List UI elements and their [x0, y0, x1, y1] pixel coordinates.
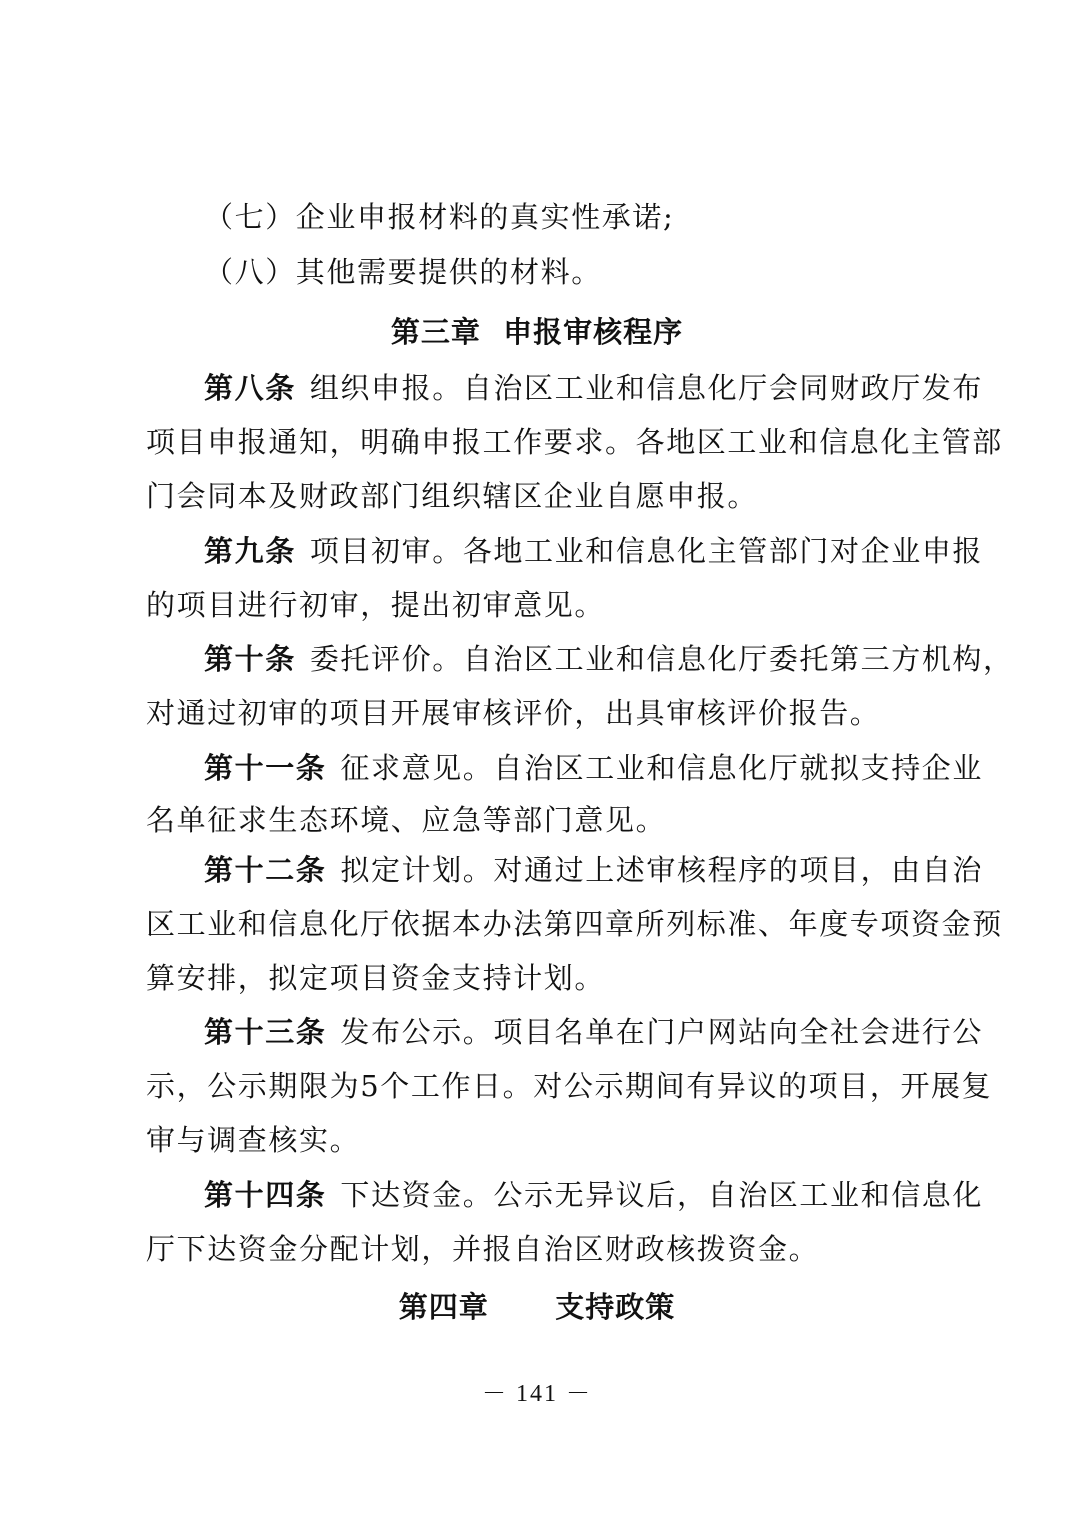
article-8-text-1: 组织申报。自治区工业和信息化厅会同财政厅发布 [309, 371, 984, 405]
article-10-text-1: 委托评价。自治区工业和信息化厅委托第三方机构， [309, 642, 1014, 676]
page-number: － 141 － [482, 1381, 592, 1407]
article-8-title: 第八条 [204, 371, 296, 405]
article-11-title: 第十一条 [204, 751, 327, 785]
article-14-line-2: 厅下达资金分配计划，并报自治区财政核拨资金。 [146, 1232, 820, 1266]
article-9-text-1: 项目初审。各地工业和信息化主管部门对企业申报 [309, 534, 984, 568]
article-8-line-2: 项目申报通知，明确申报工作要求。各地区工业和信息化主管部 [146, 425, 1003, 459]
article-11-line-1 [204, 748, 984, 788]
article-9-title: 第九条 [204, 534, 296, 568]
article-10-title: 第十条 [204, 642, 296, 676]
article-14-line-1 [204, 1175, 984, 1215]
article-9-line-2: 的项目进行初审，提出初审意见。 [146, 588, 606, 622]
article-14-text-1: 下达资金。公示无异议后，自治区工业和信息化 [340, 1178, 984, 1212]
article-12-line-1 [204, 850, 984, 890]
article-10-line-2: 对通过初审的项目开展审核评价，出具审核评价报告。 [146, 696, 881, 730]
article-8-line-1 [204, 368, 984, 408]
article-13-line-3: 审与调查核实。 [146, 1123, 361, 1157]
article-8-line-3: 门会同本及财政部门组织辖区企业自愿申报。 [146, 479, 759, 513]
chapter-4-heading: 第四章 支持政策 [398, 1290, 676, 1324]
article-12-text-1: 拟定计划。对通过上述审核程序的项目，由自治 [340, 853, 984, 887]
chapter-3-heading: 第三章 申报审核程序 [390, 315, 684, 349]
article-14-title: 第十四条 [204, 1178, 327, 1212]
article-12-title: 第十二条 [204, 853, 327, 887]
article-11-text-1: 征求意见。自治区工业和信息化厅就拟支持企业 [340, 751, 984, 785]
list-item-7: （七）企业申报材料的真实性承诺; [204, 200, 675, 234]
article-13-text-1: 发布公示。项目名单在门户网站向全社会进行公 [340, 1015, 984, 1049]
article-10-line-1 [204, 639, 1014, 679]
article-13-title: 第十三条 [204, 1015, 327, 1049]
article-12-line-2: 区工业和信息化厅依据本办法第四章所列标准、年度专项资金预 [146, 907, 1003, 941]
article-12-line-3: 算安排，拟定项目资金支持计划。 [146, 961, 606, 995]
article-13-line-2: 示，公示期限为5个工作日。对公示期间有异议的项目，开展复 [146, 1069, 993, 1103]
article-11-line-2: 名单征求生态环境、应急等部门意见。 [146, 803, 667, 837]
list-item-8: （八）其他需要提供的材料。 [204, 255, 602, 289]
article-13-line-1 [204, 1012, 984, 1052]
article-9-line-1 [204, 531, 984, 571]
